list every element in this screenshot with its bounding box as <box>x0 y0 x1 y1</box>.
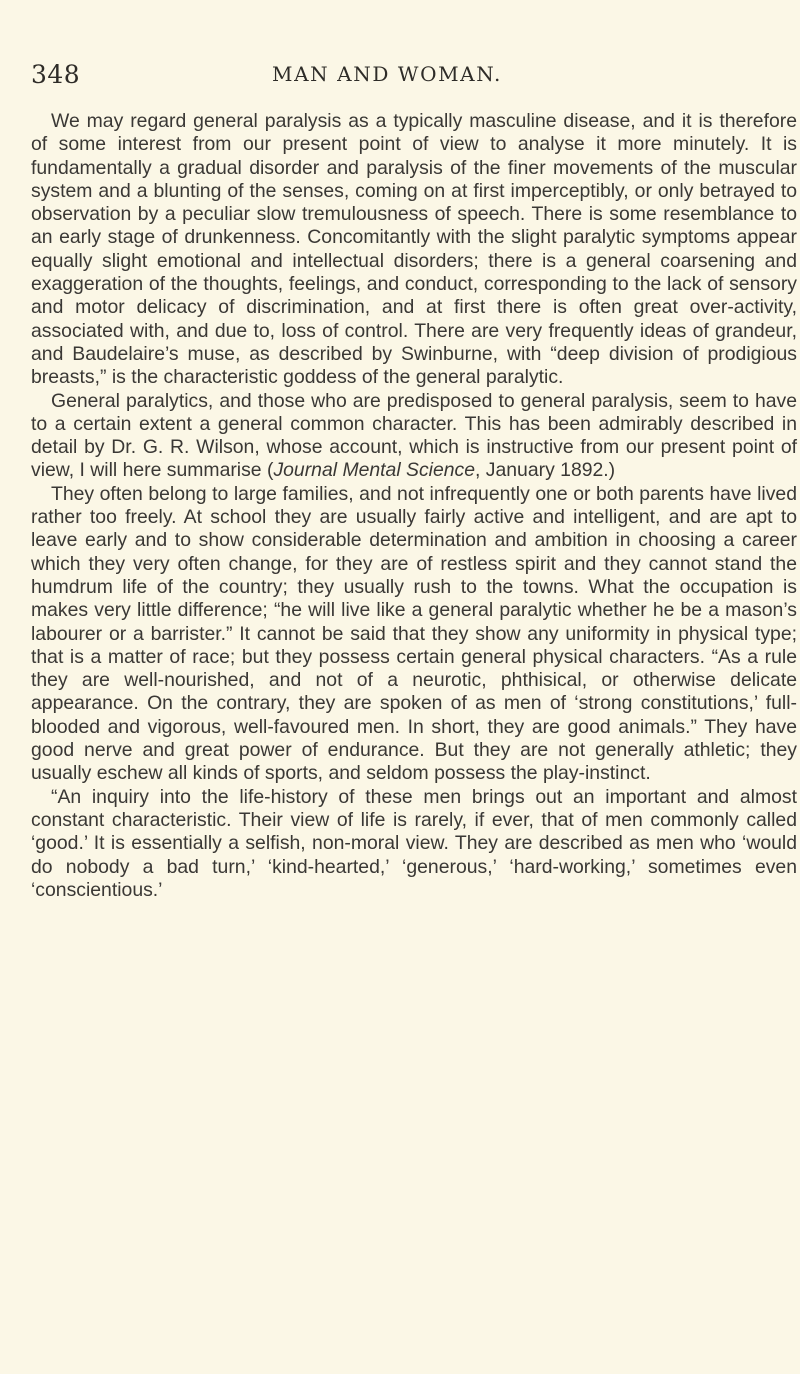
running-head: MAN AND WOMAN. <box>272 62 502 86</box>
body-text <box>31 110 797 902</box>
page-number: 348 <box>31 60 81 89</box>
paragraph-common-character <box>31 390 797 483</box>
paragraph-text: , January 1892.) <box>475 459 616 482</box>
paragraph-life-history: “An inquiry into the life-history of these men brings out an important and almost constant characteristic. Their view of life is rarely, if ever, that of men commonly called ‘good.’ It is essentially a selfish, non-moral view. They are described as men who ‘would do nobody a bad turn,’ ‘kind-hearted,’ ‘generous,’ ‘hard-working,’ sometimes even ‘conscientious.’ <box>31 785 797 901</box>
paragraph-text: General paralytics, and those who are predisposed to general paralysis, seem to have to a certain extent a general common character. This has been admirably described in detail by Dr. G. R. Wilson, whose account, which is instructive from our present point of view, I will here summarise ( <box>31 389 797 482</box>
journal-citation: Journal Mental Science <box>273 459 476 482</box>
paragraph-general-paralysis: We may regard general paralysis as a typically masculine disease, and it is therefore of some interest from our present point of view to analyse it more minutely. It is fundamentally a gradual disorder and paralysis of the finer movements of the muscular system and a blunting of the senses, coming on at first imperceptibly, or only betrayed to observation by a peculiar slow tremulousness of speech. There is some resemblance to an early stage of drunkenness. Concomitantly with the slight paralytic symptoms appear equally slight emotional and intellectual disorders; there is a general coarsening and exaggeration of the thoughts, feelings, and conduct, corresponding to the lack of sensory and motor delicacy of discrimination, and at first there is often great over-activity, associated with, and due to, loss of control. There are very frequently ideas of grandeur, and Baudelaire’s muse, as described by Swinburne, with “deep division of prodigious breasts,” is the characteristic goddess of the general paralytic. <box>31 110 797 389</box>
paragraph-families: They often belong to large families, and not infrequently one or both parents have lived rather too freely. At school they are usually fairly active and intelligent, and are apt to leave early and to show considerable determination and ambition in choosing a career which they very often change, for they are of restless spirit and they cannot stand the humdrum life of the country; they usually rush to the towns. What the occupation is makes very little difference; “he will live like a general paralytic whether he be a mason’s labourer or a barrister.” It cannot be said that they show any uniformity in physical type; that is a matter of race; but they possess certain general physical characters. “As a rule they are well-nourished, and not of a neurotic, phthisical, or otherwise delicate appearance. On the contrary, they are spoken of as men of ‘strong constitutions,’ full-blooded and vigorous, well-favoured men. In short, they are good animals.” They have good nerve and great power of endurance. But they are not generally athletic; they usually eschew all kinds of sports, and seldom possess the play-instinct. <box>31 482 797 785</box>
page-header <box>0 58 800 94</box>
